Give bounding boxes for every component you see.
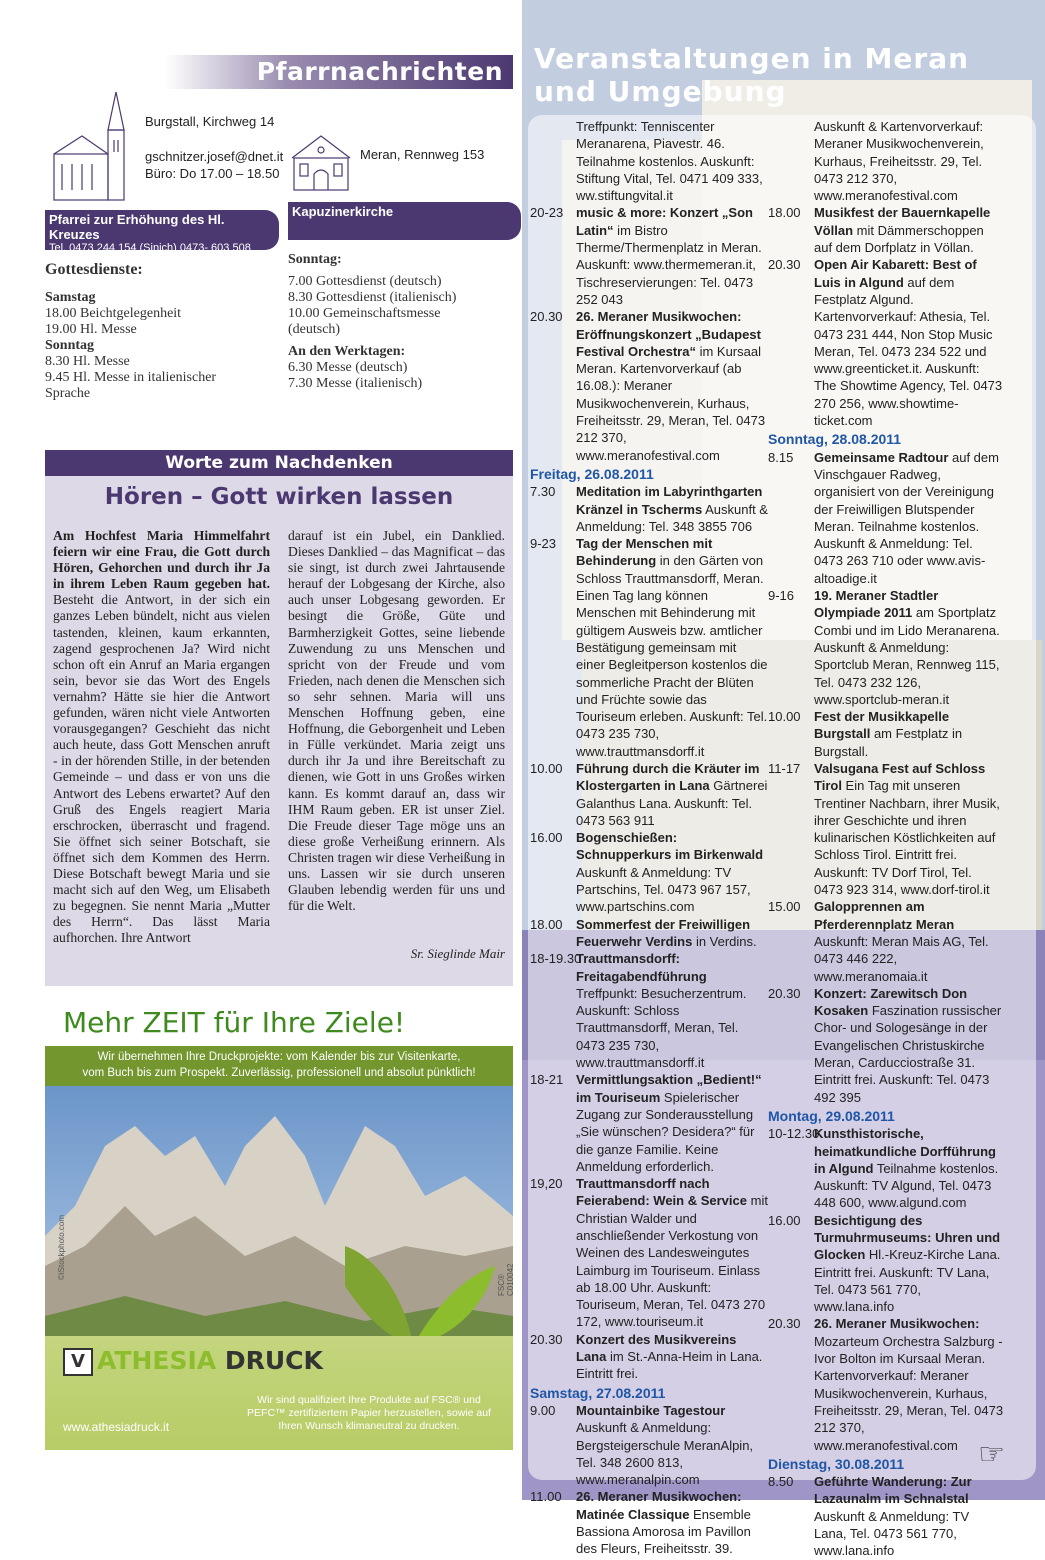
event-text: Faszination russischer Chor- und Sologesänge in der Evangelischen Christuskirche Meran, Carducciostraße 31. Eintritt frei. Auskunft: Tel. 0473 492 395 xyxy=(814,1003,1002,1105)
event-text: Hl.-Kreuz-Kirche Lana. Eintritt frei. Auskunft: TV Lana, Tel. 0473 561 770, www.lana.info xyxy=(814,1247,1001,1315)
event-body xyxy=(814,256,1004,429)
kap-sonntag-label: Sonntag: xyxy=(288,252,342,267)
event-time: 18.00 xyxy=(530,916,563,932)
event-title: Konzert des Musikvereins Lana xyxy=(576,1331,737,1365)
event-continuation: Auskunft & Kartenvorverkauf: Meraner Musikwochenverein, Kurhaus, Freiheitsstr. 29, Tel. 0473 212 370, www.meranofestival.com xyxy=(814,119,984,204)
parish-email[interactable]: gschnitzer.josef@dnet.it xyxy=(145,149,284,164)
event-body xyxy=(576,1402,768,1488)
event-time: 11-17 xyxy=(768,760,801,776)
events-title xyxy=(534,42,969,108)
pfarrnachrichten-title: Pfarrnachrichten xyxy=(256,57,503,86)
event-title: Meditation im Labyrinthgarten Kränzel in Tscherms xyxy=(576,484,763,517)
event-title: Gemeinsame Radtour xyxy=(814,449,949,465)
event-body xyxy=(814,760,1004,898)
event-title: 19. Meraner Stadtler Olympiade 2011 xyxy=(814,588,939,621)
event-continuation: Treffpunkt: Tenniscenter Meranarena, Piavestr. 46. Teilnahme kostenlos. Auskunft: Stiftung Vital, Tel. 0471 409 333, ww.stiftungvital.it xyxy=(576,119,763,204)
event-title: Open Air Kabarett: Best of Luis in Algund xyxy=(814,257,977,290)
kap-werktage-line: 7.30 Messe (italienisch) xyxy=(288,376,423,391)
event-title: Kunsthistorische, heimatkundliche Dorfführung in Algund xyxy=(814,1126,996,1176)
event-body xyxy=(814,898,1004,984)
event-item xyxy=(768,1125,1004,1211)
event-title: music & more: Konzert „Son Latin“ xyxy=(576,205,753,238)
worte-author: Sr. Sieglinde Mair xyxy=(410,946,505,961)
event-time: 20-23 xyxy=(530,205,564,221)
event-text: Ein Tag mit unseren Trentiner Nachbarn, ihrer Musik, ihrer Geschichte und ihren kulinarischen Köstlichkeiten auf Schloss Tirol. Eintritt frei. Auskunft: TV Dorf Tirol, Tel. 0473 923 314, www.dorf-tirol.it xyxy=(814,778,1000,898)
event-time: 18-19.30 xyxy=(530,951,582,967)
event-time: 20.30 xyxy=(768,1316,801,1332)
event-body xyxy=(576,1488,768,1557)
event-text: mit Christian Walder und anschließender Verkostung von Weinen des Landesweingutes Laimburg im Touriseum. Einlass ab 18.00 Uhr. Auskunft: Touriseum, Meran, Tel. 0473 270 172, www.touriseum.it xyxy=(576,1193,768,1330)
right-column xyxy=(522,0,1045,1559)
kapuziner-banner xyxy=(288,202,521,240)
meran-address: Meran, Rennweg 153 xyxy=(360,147,485,162)
ad-fsc-code: FSC® C010042 xyxy=(497,1263,515,1296)
event-time: 10-12.30 xyxy=(768,1126,820,1142)
event-title: 26. Meraner Musikwochen: Eröffnungskonzert „Budapest Festival Orchestra“ xyxy=(576,309,761,359)
event-time: 7.30 xyxy=(530,484,556,500)
sonntag-line: 8.30 Hl. Messe xyxy=(45,354,130,369)
event-time: 16.00 xyxy=(768,1212,801,1228)
event-time: 11.00 xyxy=(530,1489,562,1505)
event-text: Teilnahme kostenlos. Auskunft: TV Algund, Tel. 0473 448 600, www.algund.com xyxy=(814,1160,999,1211)
event-item xyxy=(768,1473,1004,1559)
event-item xyxy=(530,204,768,308)
event-time: 8.50 xyxy=(768,1474,794,1490)
brand-athesia: ATHESIA xyxy=(97,1346,217,1375)
kapuziner-block xyxy=(288,252,488,392)
gottesdienste-heading: Gottesdienste: xyxy=(45,261,143,278)
event-item xyxy=(530,916,768,951)
event-body xyxy=(576,483,768,535)
kap-werktage-label: An den Werktagen: xyxy=(288,344,406,359)
event-body xyxy=(814,449,1004,587)
event-text: Ensemble Bassiona Amorosa im Pavillon des Fleurs, Freiheitsstr. 39. xyxy=(576,1506,751,1557)
event-body xyxy=(576,535,768,760)
event-time: 20.30 xyxy=(530,1331,563,1347)
event-title: Fest der Musikkapelle Burgstall xyxy=(814,709,950,742)
event-time: 8.15 xyxy=(768,449,794,465)
event-title: Mountainbike Tagestour xyxy=(576,1402,726,1418)
gottesdienste-block xyxy=(45,262,245,402)
ad-title: Mehr ZEIT für Ihre Ziele! xyxy=(63,1006,406,1039)
event-time: 19,20 xyxy=(530,1176,563,1192)
event-body xyxy=(814,985,1004,1106)
parish-name: Pfarrei zur Erhöhung des Hl. Kreuzes xyxy=(49,212,225,242)
worte-column-2 xyxy=(288,528,505,914)
event-text: Auskunft & Anmeldung: TV Partschins, Tel. 0473 967 157, www.partschins.com xyxy=(576,864,751,915)
event-time: 20.30 xyxy=(768,985,801,1001)
event-title: Bogenschießen: Schnupperkurs im Birkenwald xyxy=(576,830,764,863)
event-day-heading: Samstag, 27.08.2011 xyxy=(530,1384,666,1401)
event-title: Vermittlungsaktion „Bedient!“ im Touriseum xyxy=(576,1072,762,1105)
event-item xyxy=(768,587,1004,708)
event-item xyxy=(768,898,1004,984)
left-column xyxy=(0,0,522,1500)
parish-banner xyxy=(45,210,279,254)
ad-band xyxy=(45,1046,513,1086)
event-title: Konzert: Zarewitsch Don Kosaken xyxy=(814,985,968,1019)
event-text: im Bistro Therme/Thermenplatz in Meran. Auskunft: www.thermemeran.it, Tischreservierungen: Tel. 0473 252 043 xyxy=(576,222,762,307)
event-day-heading: Dienstag, 30.08.2011 xyxy=(768,1455,905,1472)
event-body xyxy=(576,308,768,464)
event-item xyxy=(530,760,768,829)
kap-werktage-line: 6.30 Messe (deutsch) xyxy=(288,360,408,375)
event-item xyxy=(530,308,768,464)
event-item xyxy=(768,256,1004,429)
events-column-1 xyxy=(530,118,768,1558)
event-title: 26. Meraner Musikwochen: xyxy=(814,1316,980,1332)
ad-photo-credit: ©iStockphoto.com xyxy=(57,1214,66,1280)
event-body xyxy=(576,950,768,1071)
event-item xyxy=(768,449,1004,587)
event-text: in Verdins. xyxy=(692,933,757,949)
event-time: 20.30 xyxy=(530,309,563,325)
event-text: auf dem Festplatz Algund. Kartenvorverkauf: Athesia, Tel. 0473 231 444, Non Stop Music Meran, Tel. 0473 234 522 und www.greenticket.it. Auskunft: The Showtime Agency, Tel. 0473 270 256, www.showtime-ticket.com xyxy=(814,274,1003,429)
event-text: Auskunft & Anmeldung: Tel. 348 3855 706 xyxy=(576,501,768,534)
event-body xyxy=(814,1315,1004,1453)
event-time: 9-16 xyxy=(768,588,795,604)
pfarrnachrichten-header xyxy=(165,55,513,89)
worte-heading: Worte zum Nachdenken xyxy=(45,450,513,476)
event-text: Mozarteum Orchestra Salzburg - Ivor Bolton im Kursaal Meran. Kartenvorverkauf: Meraner Musikwochenverein, Kurhaus, Freiheitsstr. 29, Meran, Tel. 0473 212 370, www.meranofestival.com xyxy=(814,1333,1004,1453)
event-item xyxy=(768,204,1004,256)
event-title: Trauttmansdorff: Freitagabendführung xyxy=(576,951,707,984)
event-text: Auskunft & Anmeldung: TV Lana, Tel. 0473 561 770, www.lana.info xyxy=(814,1508,970,1559)
ad-band-line: Wir übernehmen Ihre Druckprojekte: vom Kalender bis zur Visitenkarte, xyxy=(97,1051,461,1063)
event-body xyxy=(814,1212,1004,1316)
worte-intro: Am Hochfest Maria Himmelfahrt feiern wir eine Frau, die Gott durch Hören, Gehorchen und durch ihr Ja in ihrem Leben Raum gegeben hat. xyxy=(53,528,270,592)
ad-band-line: vom Buch bis zum Prospekt. Zuverlässig, professionell und absolut pünktlich! xyxy=(82,1067,476,1079)
event-time: 10.00 xyxy=(768,709,801,725)
event-item xyxy=(768,1315,1004,1453)
ad-footer xyxy=(45,1336,513,1450)
event-text: am Sportplatz Combi und im Lido Meranarena. Auskunft & Anmeldung: Sportclub Meran, Rennweg 115, Tel. 0473 232 126, www.sportclub-meran.it xyxy=(814,605,1000,707)
event-time: 9.00 xyxy=(530,1402,556,1418)
event-item xyxy=(768,708,1004,760)
event-time: 18-21 xyxy=(530,1072,564,1088)
event-item xyxy=(530,829,768,915)
event-body xyxy=(576,204,768,308)
event-time: 16.00 xyxy=(530,830,563,846)
event-item xyxy=(768,985,1004,1106)
event-text: Spielerischer Zugang zur Sonderausstellung „Sie wünschen? Desidera?“ für die ganze Familie. Keine Anmeldung erforderlich. xyxy=(576,1089,755,1174)
church-burgstall-icon xyxy=(48,90,134,202)
event-body xyxy=(576,1175,768,1331)
worte-column-1 xyxy=(53,528,270,946)
pointing-hand-icon: ☞ xyxy=(978,1438,1005,1471)
event-text: Auskunft & Anmeldung: Bergsteigerschule MeranAlpin, Tel. 348 2600 813, www.meranalpin.com xyxy=(576,1420,754,1488)
event-text: am Festplatz in Burgstall. xyxy=(814,726,963,759)
event-body xyxy=(814,708,1004,760)
burgstall-address: Burgstall, Kirchweg 14 xyxy=(145,114,275,129)
event-item xyxy=(768,1212,1004,1316)
event-day-heading: Montag, 29.08.2011 xyxy=(768,1107,895,1124)
events-title-line: und Umgebung xyxy=(534,75,787,108)
athesia-logo xyxy=(63,1346,323,1376)
event-body xyxy=(576,1071,768,1175)
brand-druck: DRUCK xyxy=(224,1346,323,1375)
event-title: Tag der Menschen mit Behinderung xyxy=(576,536,713,569)
event-text: Auskunft: Meran Mais AG, Tel. 0473 446 222, www.meranomaia.it xyxy=(814,933,989,984)
event-title: Führung durch die Kräuter im Klostergarten in Lana xyxy=(576,760,760,794)
event-body xyxy=(576,916,768,951)
event-title: Musikfest der Bauernkapelle Völlan xyxy=(814,205,991,238)
event-text: Gärtnerei Galanthus Lana. Auskunft: Tel. 0473 563 911 xyxy=(576,778,768,828)
event-item xyxy=(530,1488,768,1557)
event-body xyxy=(814,1473,1004,1559)
event-item xyxy=(530,1331,768,1383)
worte-box xyxy=(45,476,513,986)
event-time: 15.00 xyxy=(768,899,801,915)
events-column-2 xyxy=(768,118,1004,1560)
worte-text-2: darauf ist ein Jubel, ein Danklied. Dieses Danklied – das Magnificat – das sie singt, ist durch zwei Jahrtausende herauf der Lobgesang der Kirche, also auch unser Lobgesang geworden. Er besingt die Größe, Güte und Barmherzigkeit Gottes, seine liebende Zuwendung zu uns Menschen und spricht von der Freude und vom Frieden, nach denen die Menschen sich so sehr sehnen. Maria will uns Menschen Hoffnung geben, eine Hoffnung, die Geborgenheit und Leben in Fülle verkündet. Maria zeigt uns durch ihr Ja und ihre Bereitschaft zu dienen, wie Gott in uns Großes wirken kann. Es kommt darauf an, dass wir IHM Raum geben. ER ist unser Ziel. Die Freude dieser Tage möge uns an diese große Verheißung erinnern. Als Christen tragen wir diese Verheißung in uns. Lassen wir sie durch unseren Glauben lebendig werden für uns und für die Welt. xyxy=(288,528,505,914)
event-item xyxy=(768,760,1004,898)
event-body xyxy=(814,204,1004,256)
event-title: Geführte Wanderung: Zur Lazaunalm im Schnalstal xyxy=(814,1474,972,1507)
athesia-ad[interactable] xyxy=(45,1000,513,1450)
event-text: auf dem Vinschgauer Radweg, organisiert von der Vereinigung der Freiwilligen Blutspender Meran. Teilnahme kostenlos. Auskunft & Anmeldung: Tel. 0473 263 710 oder www.avis-altoadige.it xyxy=(814,449,999,586)
event-time: 18.00 xyxy=(768,205,801,221)
church-kapuziner-icon xyxy=(288,132,354,192)
samstag-label: Samstag xyxy=(45,290,96,305)
sonntag-label: Sonntag xyxy=(45,338,95,353)
event-text: im Kursaal Meran. Kartenvorverkauf (ab 16.08.): Meraner Musikwochenverein, Kurhaus, Freiheitsstr. 29, Meran, Tel. 0473 212 370, www.meranofestival.com xyxy=(576,343,766,463)
event-title: Sommerfest der Freiwilligen Feuerwehr Verdins xyxy=(576,916,751,949)
event-day-heading: Sonntag, 28.08.2011 xyxy=(768,431,902,448)
samstag-line: 18.00 Beichtgelegenheit xyxy=(45,306,182,321)
office-hours: Büro: Do 17.00 – 18.50 xyxy=(145,166,280,181)
event-body xyxy=(814,587,1004,708)
kap-sonntag-line: 7.00 Gottesdienst (deutsch) xyxy=(288,274,442,289)
sonntag-line: 9.45 Hl. Messe in italienischer Sprache xyxy=(45,370,217,401)
event-item xyxy=(530,535,768,760)
event-item xyxy=(530,950,768,1071)
event-item xyxy=(530,1402,768,1488)
event-body xyxy=(576,760,768,829)
kap-sonntag-line: 8.30 Gottesdienst (italienisch) xyxy=(288,290,457,305)
event-item xyxy=(530,483,768,535)
event-item xyxy=(530,1071,768,1175)
ad-url[interactable]: www.athesiadruck.it xyxy=(63,1420,170,1434)
event-body xyxy=(814,1125,1004,1211)
event-title: Galopprennen am Pferderennplatz Meran xyxy=(814,899,955,932)
event-text: mit Dämmerschoppen auf dem Dorfplatz in Völlan. xyxy=(814,222,984,256)
athesia-logo-icon: V xyxy=(63,1348,93,1376)
event-title: Besichtigung des Turmuhrmuseums: Uhren und Glocken xyxy=(814,1212,1001,1263)
event-text: im St.-Anna-Heim in Lana. Eintritt frei. xyxy=(576,1349,763,1382)
event-item xyxy=(530,1175,768,1331)
ad-fsc-text: Wir sind qualifiziert Ihre Produkte auf FSC® und PEFC™ zertifiziertem Papier herzustellen, sowie auf Ihren Wunsch klimaneutral zu drucken. xyxy=(247,1394,491,1432)
kapuziner-name: Kapuzinerkirche xyxy=(292,204,394,219)
event-day-heading: Freitag, 26.08.2011 xyxy=(530,465,654,482)
event-body xyxy=(576,1331,768,1383)
event-time: 9-23 xyxy=(530,536,557,552)
event-title: 26. Meraner Musikwochen: Matinée Classique xyxy=(576,1489,742,1522)
event-time: 20.30 xyxy=(768,257,801,273)
event-text: in den Gärten von Schloss Trauttmansdorff, Meran. Einen Tag lang können Menschen mit Behinderung mit gültigem Ausweis bzw. amtlicher Bestätigung gemeinsam mit einer Begleitperson kostenlos die sommerliche Pracht der Blüten und Früchte sowie das Touriseum erleben. Auskunft: Tel. 0473 235 730, www.trauttmansdorff.it xyxy=(576,553,768,759)
event-text: Treffpunkt: Besucherzentrum. Auskunft: Schloss Trauttmansdorff, Meran, Tel. 0473 235 730, www.trauttmansdorff.it xyxy=(576,985,747,1071)
kap-sonntag-line: 10.00 Gemeinschaftsmesse (deutsch) xyxy=(288,306,441,337)
worte-text-1: Besteht die Antwort, in der sich ein ganzes Leben bündelt, nicht aus vielen tastenden, kleinen, kaum erkannten, zagend gesprochenen Ja? Wird nicht schon oft ein Anruf an Maria ergangen sein, bevor sie das Wort des Engels vernahm? Hätte sie hier die Antwort gefunden, wären nicht viele Antworten vorausgegangen? Geschieht das nicht auch heute, dass Gott Menschen anruft - in der hörenden Stille, in der betenden Gemeinde – und dass er von uns die Antwort des Lebens erwartet? Auf den Gruß des Engels reagiert Maria erschrocken, überrascht und fragend. Sie öffnet sich seiner Botschaft, sie öffnet sich dem Kommen des Herrn. Diese Botschaft bewegt Maria und sie macht sich auf den Weg, um Elisabeth zu begegnen. Sie nennt Maria „Mutter des Herrn“. Das lässt Maria aufhorchen. Ihre Antwort xyxy=(53,592,270,946)
event-body xyxy=(576,829,768,915)
events-title-line: Veranstaltungen in Meran xyxy=(534,42,970,75)
parish-phone: Tel. 0473 244 154 (Sinich) 0473- 603 508 xyxy=(49,242,251,254)
event-title: Trauttmansdorff nach Feierabend: Wein & Service xyxy=(576,1176,747,1209)
worte-title: Hören – Gott wirken lassen xyxy=(104,484,454,510)
samstag-line: 19.00 Hl. Messe xyxy=(45,322,137,337)
event-time: 10.00 xyxy=(530,760,563,776)
event-title: Valsugana Fest auf Schloss Tirol xyxy=(814,760,986,794)
